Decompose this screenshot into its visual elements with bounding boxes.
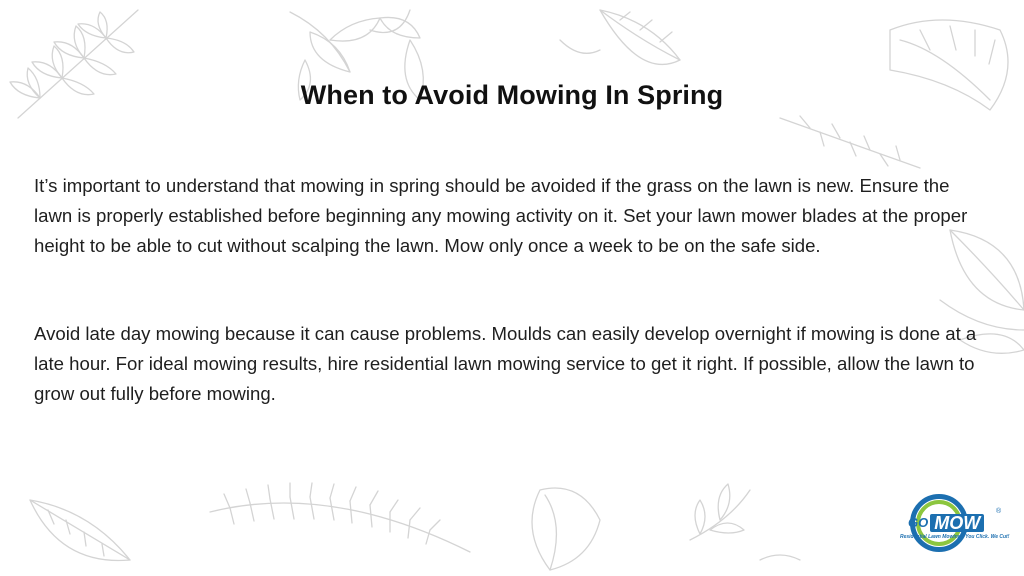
logo-wordmark <box>908 514 984 532</box>
leaf-bottom-left-icon <box>30 500 130 561</box>
logo-go-text: GO <box>908 515 929 530</box>
logo-mow-text: MOW <box>930 514 984 532</box>
paragraph-late-day-mowing: Avoid late day mowing because it can cause problems. Moulds can easily develop overnight if mowing is done at a late hour. For ideal mowing results, hire residential lawn mowing service to get it right. If possible, allow the lawn to grow out fully before mowing. <box>34 323 977 404</box>
sprig-bottom-right-icon <box>690 484 800 560</box>
logo-tagline: Residential Lawn Mowing - You Click. We Cut! <box>900 534 1010 540</box>
fern-bottom-icon <box>210 483 470 552</box>
leaf-top-middle-icon <box>560 10 680 64</box>
gomow-logo <box>900 494 1016 554</box>
leaf-bottom-center-icon <box>532 488 600 570</box>
paragraph-mowing-spring: It’s important to understand that mowing in spring should be avoided if the grass on the lawn is new. Ensure the lawn is properly established before beginning any mowing activity on it. Set your lawn mower blades at the proper height to be able to cut without scalping the lawn. Mow only once a week to be on the safe side. <box>34 175 968 256</box>
logo-registered-mark: ® <box>996 508 1002 515</box>
slide-title: When to Avoid Mowing In Spring <box>300 80 724 110</box>
branch-right-icon <box>780 116 920 168</box>
